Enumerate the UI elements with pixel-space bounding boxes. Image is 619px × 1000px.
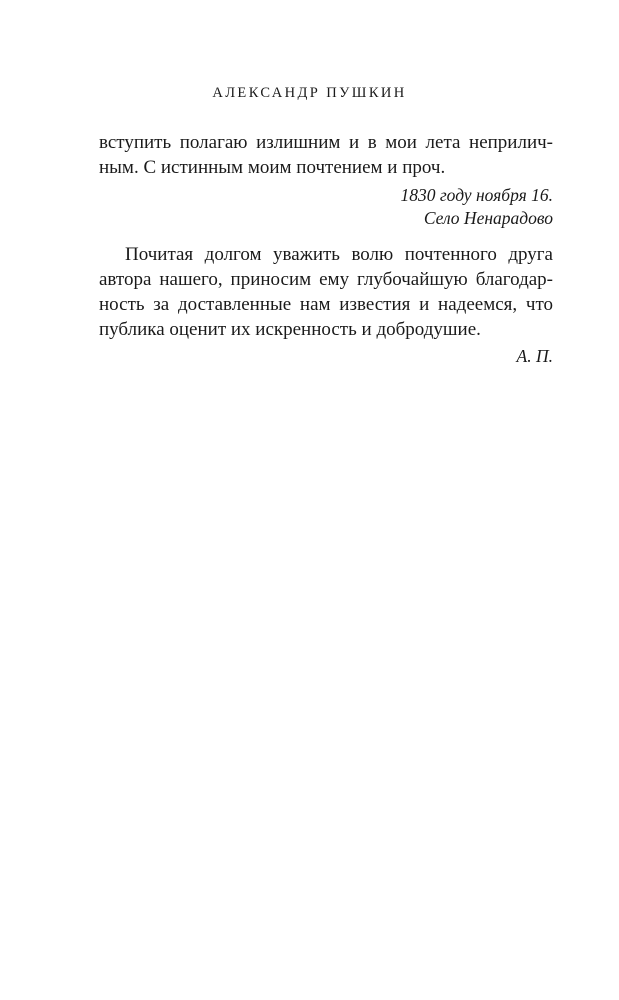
- text-line: автора нашего, приносим ему глубочайшую благодар-: [99, 269, 553, 290]
- publisher-note: [99, 242, 553, 368]
- text-line: Почитая долгом уважить волю почтенного друга: [125, 244, 553, 265]
- text-line: вступить полагаю излишним и в мои лета неприлич-: [99, 132, 553, 153]
- letter-ending: [99, 130, 553, 230]
- running-head: АЛЕКСАНДР ПУШКИН: [212, 85, 407, 101]
- letter-date: 1830 году ноября 16.: [400, 185, 553, 205]
- text-line: ность за доставленные нам известия и надеемся, что: [99, 294, 553, 315]
- letter-place: Село Ненарадово: [423, 208, 553, 228]
- publisher-signature: А. П.: [516, 346, 553, 366]
- text-line: публика оценит их искренность и добродушие.: [99, 319, 481, 340]
- text-line: ным. С истинным моим почтением и проч.: [99, 157, 446, 178]
